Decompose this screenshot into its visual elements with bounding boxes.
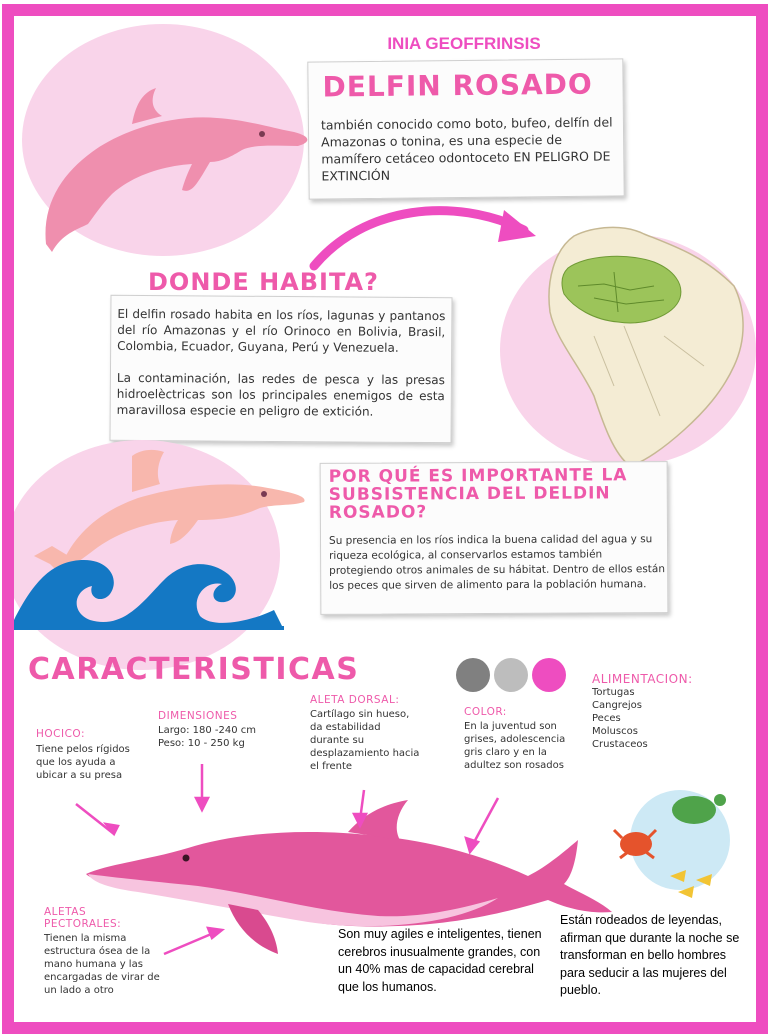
- leyendas-text: Están rodeados de leyendas, afirman que durante la noche se transforman en bello hombres para seducir a las mujeres del pueblo.: [560, 913, 740, 997]
- food-item: Cangrejos: [592, 700, 642, 711]
- importance-title: POR QUÉ ES IMPORTANTE LA SUBSISTENCIA DEL DELDIN ROSADO?: [328, 465, 628, 523]
- pointer-arrows: [14, 16, 756, 1022]
- aletas-pectorales-block: [44, 906, 174, 997]
- features-title: CARACTERISTICAS: [28, 652, 360, 687]
- aleta-dorsal-text: Cartílago sin hueso, da estabilidad durante su desplazamiento hacia el frente: [310, 709, 420, 772]
- hocico-text: Tiene pelos rígidos que los ayuda a ubicar a su presa: [36, 744, 130, 781]
- habitat-text-1: El delfin rosado habita en los ríos, lagunas y pantanos del río Amazonas y el río Orinoco en Bolivia, Brasil, Colombia, Ecuador, Guyana, Perú y Venezuela.: [117, 306, 446, 355]
- intro-text: también conocido como boto, bufeo, delfín del Amazonas o tonina, es una especie de mamífero cetáceo odontoceto EN PELIGRO DE EXTINCIÓN: [320, 114, 613, 184]
- dimensiones-label: DIMENSIONES: [158, 710, 238, 722]
- food-item: Moluscos: [592, 726, 638, 737]
- alimentacion-label: ALIMENTACION:: [592, 672, 693, 686]
- agiles-text: Son muy agiles e inteligentes, tienen cerebros inusualmente grandes, con un 40% mas de capacidad cerebral que los humanos.: [338, 927, 542, 994]
- food-item: Peces: [592, 713, 621, 724]
- dimensiones-largo: Largo: 180 -240 cm: [158, 725, 257, 736]
- food-item: Tortugas: [592, 687, 635, 698]
- poster-frame: [2, 4, 768, 1034]
- page-title: DELFIN ROSADO: [322, 67, 593, 104]
- color-text: En la juventud son grises, adolescencia gris claro y en la adultez son rosados: [464, 721, 566, 771]
- habitat-title: DONDE HABITA?: [148, 268, 379, 296]
- color-label: COLOR:: [464, 706, 507, 718]
- species-scientific-name: INIA GEOFFRINSIS: [387, 34, 541, 53]
- hocico-label: HOCICO:: [36, 728, 86, 740]
- aletas-pectorales-label: ALETAS PECTORALES:: [44, 906, 122, 930]
- dimensiones-peso: Peso: 10 - 250 kg: [158, 738, 245, 749]
- habitat-text-2: La contaminación, las redes de pesca y las presas hidroelèctricas son los principales enemigos de esta maravillosa especie en peligro de extición.: [116, 370, 445, 419]
- aleta-dorsal-label: ALETA DORSAL:: [310, 694, 400, 706]
- food-item: Crustaceos: [592, 739, 648, 750]
- aletas-pectorales-text: Tienen la misma estructura ósea de la mano humana y las encargadas de virar de un lado a otro: [44, 933, 160, 996]
- importance-text: Su presencia en los ríos indica la buena calidad del agua y su riqueza ecológica, al conservarlos estamos también protegiendo otros animales de su hábitat. Dentro de ellos están los peces que sirven de alimento para la población humana.: [328, 533, 666, 592]
